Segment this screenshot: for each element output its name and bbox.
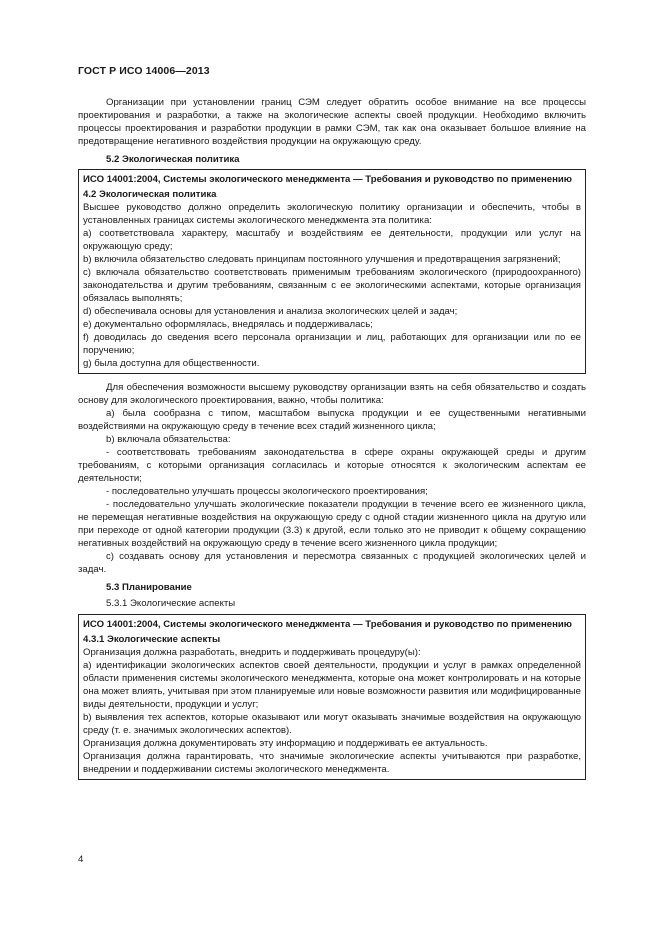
page-number: 4 — [78, 854, 84, 865]
list-item: b) выявления тех аспектов, которые оказывают или могут оказывать значимые воздействия на окружающую среду (т. е. значимых экологических аспектов). — [83, 712, 581, 736]
section-5-2-heading: 5.2 Экологическая политика — [106, 154, 240, 165]
list-item: а) идентификации экологических аспектов своей деятельности, продукции и услуг в рамках определенной области применения системы экологического менеджмента, которые она может контролировать и на которые она может влиять, учитывая при этом планируемые или новые возможности развития или модифицированные виды деятельности, продукции и услуг; — [83, 660, 581, 710]
box-section-heading: 4.3.1 Экологические аспекты — [83, 634, 221, 645]
policy-lead-paragraph: Для обеспечения возможности высшему руководству организации взять на себя обязательство и создать основу для экологического проектирования, важно, чтобы политика: — [78, 382, 586, 406]
list-item: d) обеспечивала основы для установления и анализа экологических целей и задач; — [83, 306, 458, 317]
iso-quote-box-policy — [78, 169, 586, 374]
list-item: b) включила обязательство следовать принципам постоянного улучшения и предотвращения загрязнений; — [83, 254, 561, 265]
list-item: e) документально оформлялась, внедрялась и поддерживалась; — [83, 319, 373, 330]
dash-item: - соответствовать требованиям законодательства в сфере охраны окружающей среды и другим требованиям, с которыми организация согласилась и которые относятся к экологическим аспектам ее деятельности; — [78, 447, 586, 484]
list-item: g) была доступна для общественности. — [83, 358, 260, 369]
list-item: а) соответствовала характеру, масштабу и воздействиям ее деятельности, продукции или услуг на окружающую среду; — [83, 228, 581, 252]
box-title: ИСО 14001:2004, Системы экологического менеджмента — Требования и руководство по применению — [83, 619, 572, 630]
box-paragraph: Организация должна гарантировать, что значимые экологические аспекты учитываются при разработке, внедрении и поддерживании системы экологического менеджмента. — [83, 751, 581, 775]
list-item: с) создавать основу для установления и пересмотра связанных с продукцией экологических целей и задач. — [78, 551, 586, 575]
section-5-3-1-heading: 5.3.1 Экологические аспекты — [106, 598, 236, 609]
iso-quote-box-aspects — [78, 614, 586, 780]
list-item: f) доводилась до сведения всего персонала организации и лиц, работающих для организации или по ее поручению; — [83, 332, 581, 356]
list-item: а) была сообразна с типом, масштабом выпуска продукции и ее существенными негативными воздействиями на окружающую среду в течение всех стадий жизненного цикла; — [78, 408, 586, 432]
box-paragraph: Организация должна документировать эту информацию и поддерживать ее актуальность. — [83, 738, 488, 749]
box-section-heading: 4.2 Экологическая политика — [83, 189, 217, 200]
list-item: b) включала обязательства: — [106, 434, 231, 445]
box-lead-text: Высшее руководство должно определить экологическую политику организации и обеспечить, чтобы в установленных границах системы экологического менеджмента эта политика: — [83, 202, 581, 226]
section-5-3-heading: 5.3 Планирование — [106, 582, 192, 593]
box-title: ИСО 14001:2004, Системы экологического менеджмента — Требования и руководство по применению — [83, 174, 572, 185]
intro-paragraph: Организации при установлении границ СЭМ следует обратить особое внимание на все процессы проектирования и разработки, а также на экологические аспекты своей продукции. Необходимо включить процессы проектирования и разработки продукции в рамки СЭМ, так как она оказывает большое влияние на предотвращение негативного воздействия продукции на окружающую среду. — [78, 97, 586, 147]
dash-item: - последовательно улучшать процессы экологического проектирования; — [106, 486, 428, 497]
dash-item: - последовательно улучшать экологические показатели продукции в течение всего ее жизненного цикла, не перемещая негативные воздействия на окружающую среду с одной стадии жизненного цикла на другую или при переходе от одной категории продукции (3.3) к другой, если только это не приводит к общему сокращению негативных воздействий на окружающую среду в течение всего жизненного цикла продукции; — [78, 499, 586, 549]
page-content — [78, 96, 586, 787]
document-header: ГОСТ Р ИСО 14006—2013 — [78, 65, 210, 77]
list-item: c) включала обязательство соответствовать применимым требованиям экологического (природоохранного) законодательства и другим требованиям, связанным с ее экологическими аспектами, которые организация обязалась выполнять; — [83, 267, 581, 304]
box-lead-text: Организация должна разработать, внедрить и поддерживать процедуру(ы): — [83, 647, 421, 658]
